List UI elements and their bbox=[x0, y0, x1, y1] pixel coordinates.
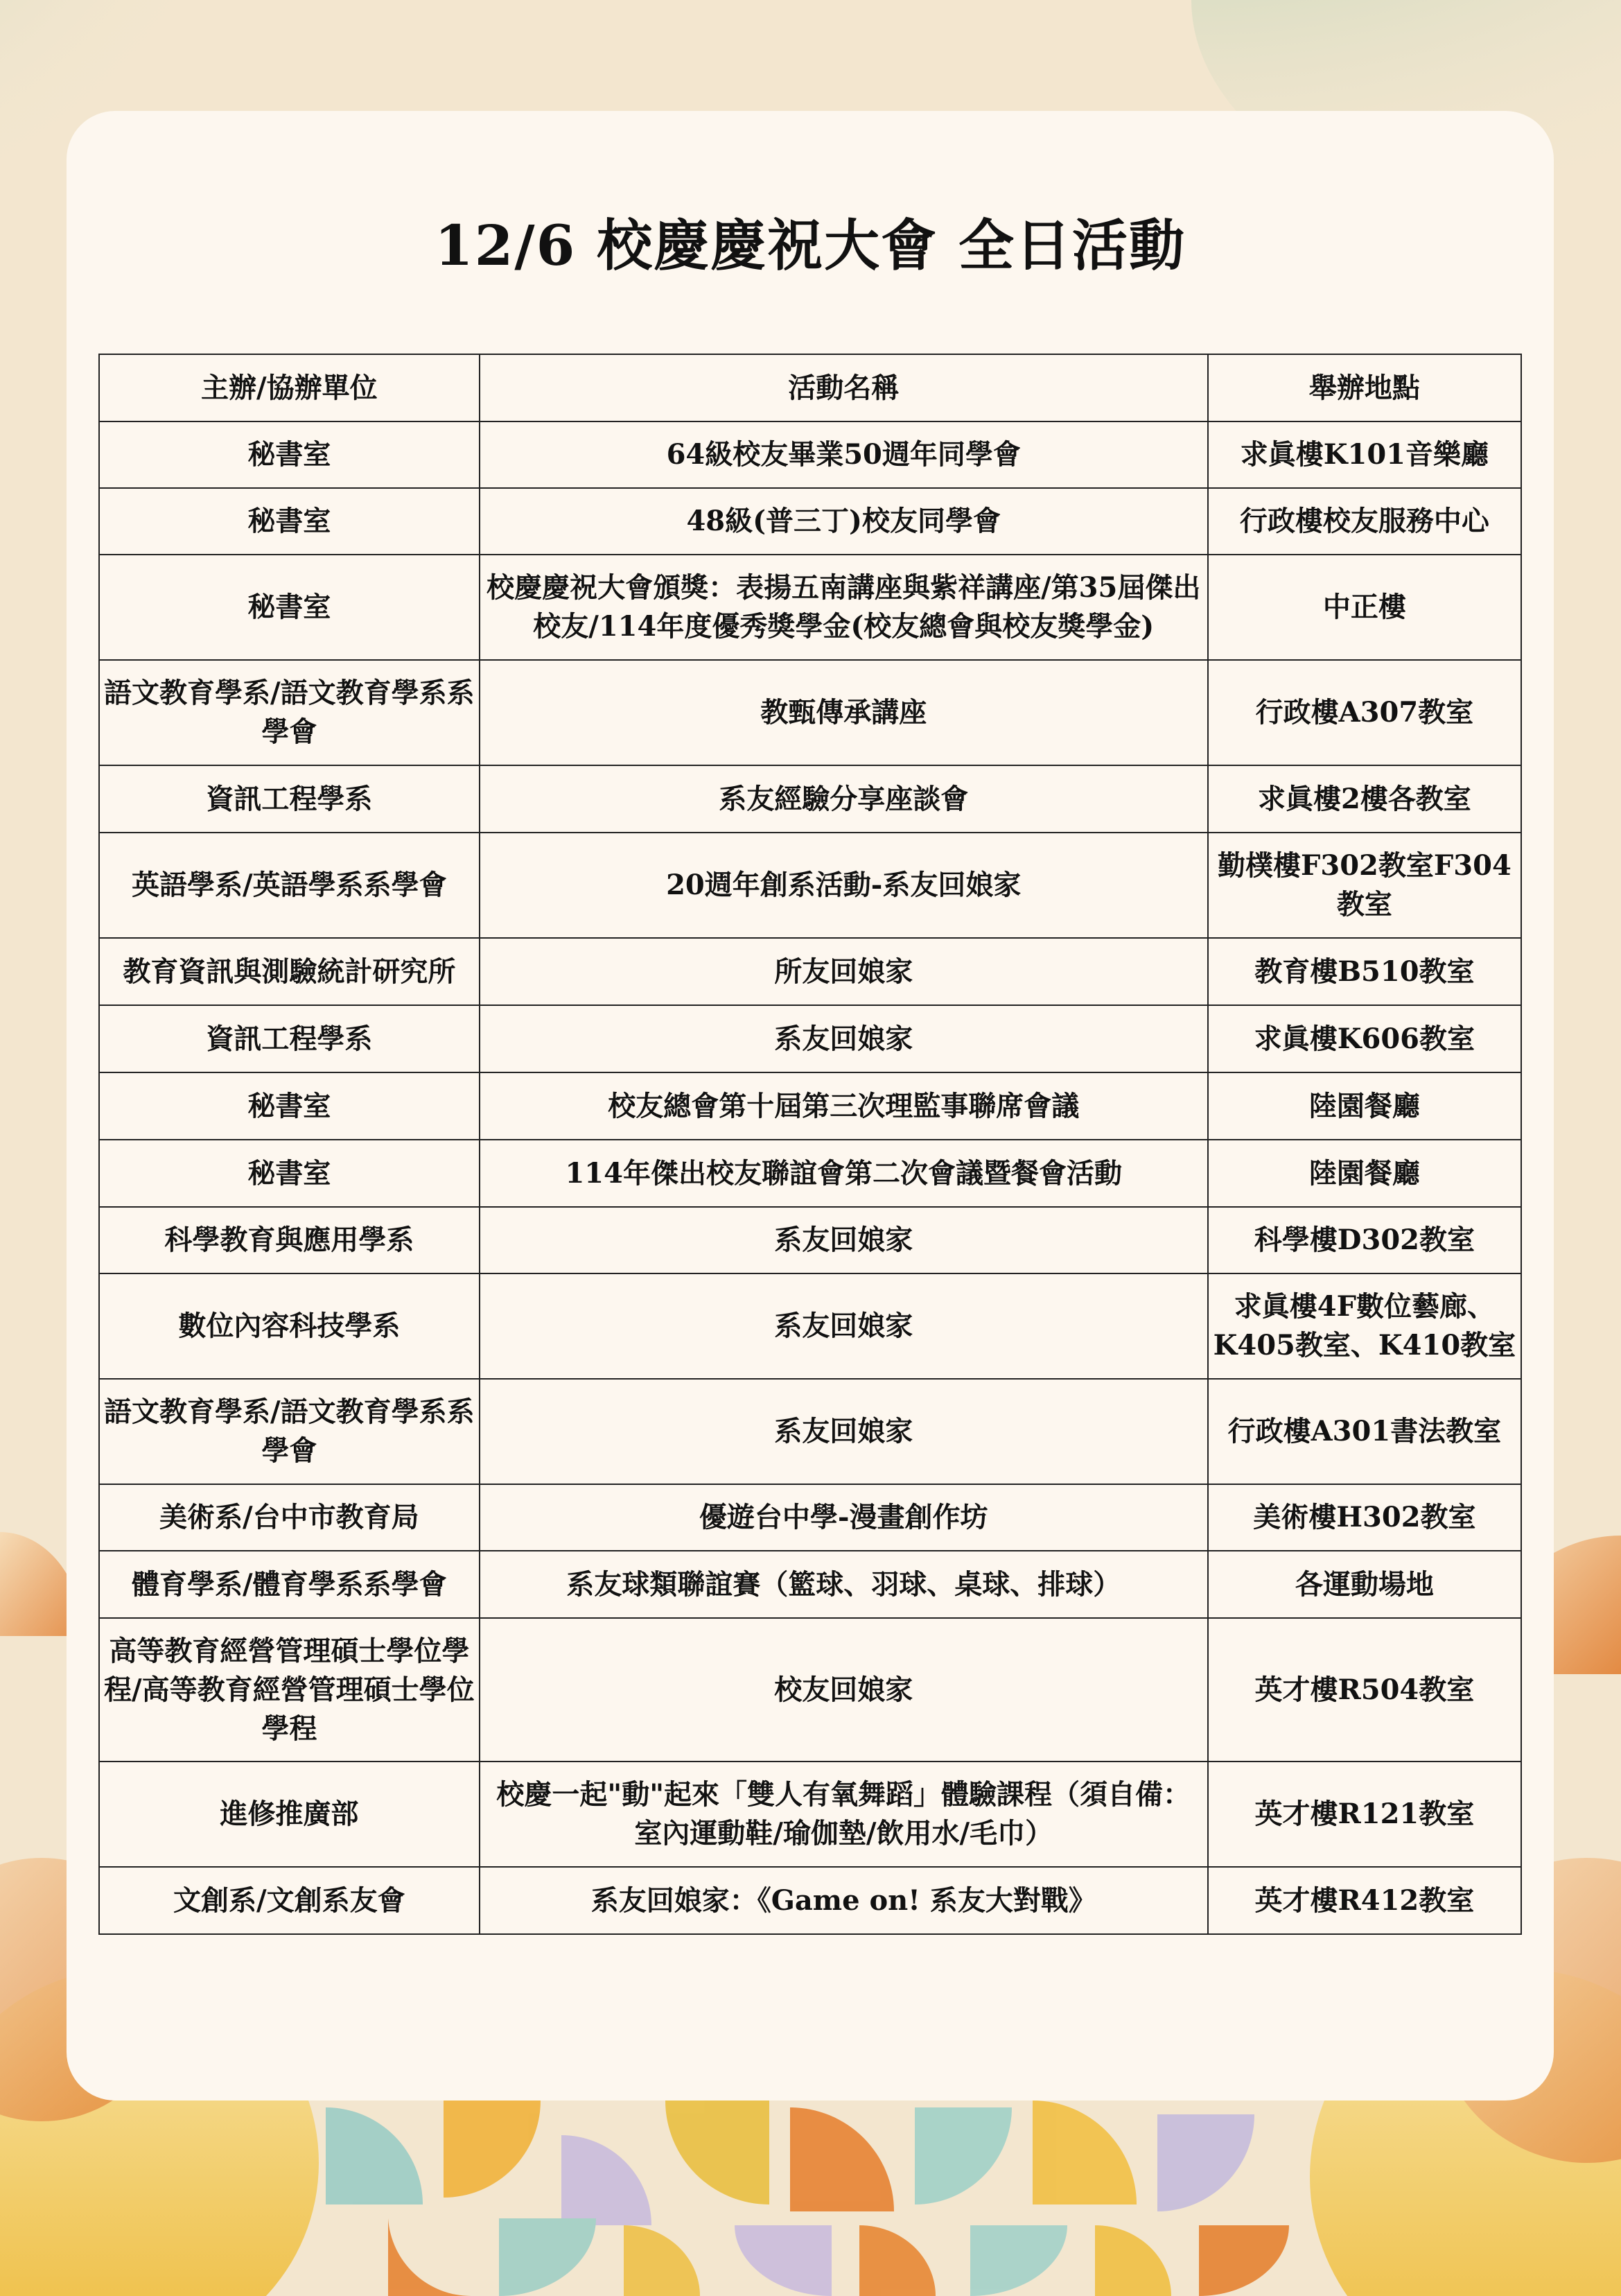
activity-cell: 教甄傳承講座 bbox=[480, 660, 1208, 765]
activity-cell: 校友總會第十屆第三次理監事聯席會議 bbox=[480, 1072, 1208, 1140]
table-row bbox=[99, 1140, 1521, 1207]
column-header-location: 舉辦地點 bbox=[1208, 354, 1521, 421]
table-row bbox=[99, 1867, 1521, 1934]
activity-cell: 系友回娘家 bbox=[480, 1379, 1208, 1484]
table-row bbox=[99, 1273, 1521, 1379]
activity-cell: 優遊台中學-漫畫創作坊 bbox=[480, 1484, 1208, 1551]
unit-cell: 英語學系/英語學系系學會 bbox=[99, 833, 480, 938]
column-header-unit: 主辦/協辦單位 bbox=[99, 354, 480, 421]
table-row bbox=[99, 1379, 1521, 1484]
location-cell: 科學樓D302教室 bbox=[1208, 1207, 1521, 1273]
unit-cell: 文創系/文創系友會 bbox=[99, 1867, 480, 1934]
table-row bbox=[99, 1762, 1521, 1867]
activity-cell: 系友回娘家 bbox=[480, 1005, 1208, 1072]
column-header-activity: 活動名稱 bbox=[480, 354, 1208, 421]
unit-cell: 體育學系/體育學系系學會 bbox=[99, 1551, 480, 1618]
table-row bbox=[99, 1207, 1521, 1273]
activity-cell: 系友回娘家 bbox=[480, 1207, 1208, 1273]
table-row bbox=[99, 1005, 1521, 1072]
location-cell: 行政樓校友服務中心 bbox=[1208, 488, 1521, 555]
location-cell: 中正樓 bbox=[1208, 555, 1521, 660]
activity-cell: 系友回娘家 bbox=[480, 1273, 1208, 1379]
unit-cell: 秘書室 bbox=[99, 488, 480, 555]
unit-cell: 資訊工程學系 bbox=[99, 1005, 480, 1072]
location-cell: 陸園餐廳 bbox=[1208, 1072, 1521, 1140]
unit-cell: 美術系/台中市教育局 bbox=[99, 1484, 480, 1551]
location-cell: 陸園餐廳 bbox=[1208, 1140, 1521, 1207]
activity-cell: 校友回娘家 bbox=[480, 1618, 1208, 1762]
unit-cell: 教育資訊與測驗統計研究所 bbox=[99, 938, 480, 1005]
unit-cell: 語文教育學系/語文教育學系系學會 bbox=[99, 660, 480, 765]
unit-cell: 數位內容科技學系 bbox=[99, 1273, 480, 1379]
location-cell: 勤樸樓F302教室F304教室 bbox=[1208, 833, 1521, 938]
unit-cell: 秘書室 bbox=[99, 1140, 480, 1207]
activity-cell: 64級校友畢業50週年同學會 bbox=[480, 421, 1208, 488]
unit-cell: 科學教育與應用學系 bbox=[99, 1207, 480, 1273]
activity-cell: 系友經驗分享座談會 bbox=[480, 765, 1208, 833]
activity-cell: 校慶慶祝大會頒獎：表揚五南講座與紫祥講座/第35屆傑出校友/114年度優秀獎學金(校友總會與校友獎學金) bbox=[480, 555, 1208, 660]
unit-cell: 高等教育經營管理碩士學位學程/高等教育經營管理碩士學位學程 bbox=[99, 1618, 480, 1762]
location-cell: 英才樓R412教室 bbox=[1208, 1867, 1521, 1934]
location-cell: 求眞樓2樓各教室 bbox=[1208, 765, 1521, 833]
table-row bbox=[99, 555, 1521, 660]
location-cell: 英才樓R121教室 bbox=[1208, 1762, 1521, 1867]
activity-cell: 所友回娘家 bbox=[480, 938, 1208, 1005]
location-cell: 求眞樓K101音樂廳 bbox=[1208, 421, 1521, 488]
location-cell: 求眞樓K606教室 bbox=[1208, 1005, 1521, 1072]
activity-cell: 校慶一起"動"起來「雙人有氧舞蹈」體驗課程（須自備：室內運動鞋/瑜伽墊/飲用水/毛巾） bbox=[480, 1762, 1208, 1867]
table-header-row bbox=[99, 354, 1521, 421]
location-cell: 求眞樓4F數位藝廊、K405教室、K410教室 bbox=[1208, 1273, 1521, 1379]
table-row bbox=[99, 765, 1521, 833]
table-row bbox=[99, 421, 1521, 488]
table-row bbox=[99, 1484, 1521, 1551]
activity-cell: 20週年創系活動-系友回娘家 bbox=[480, 833, 1208, 938]
unit-cell: 資訊工程學系 bbox=[99, 765, 480, 833]
location-cell: 行政樓A307教室 bbox=[1208, 660, 1521, 765]
activity-cell: 114年傑出校友聯誼會第二次會議暨餐會活動 bbox=[480, 1140, 1208, 1207]
table-row bbox=[99, 1072, 1521, 1140]
unit-cell: 秘書室 bbox=[99, 1072, 480, 1140]
unit-cell: 語文教育學系/語文教育學系系學會 bbox=[99, 1379, 480, 1484]
location-cell: 教育樓B510教室 bbox=[1208, 938, 1521, 1005]
table-row bbox=[99, 1551, 1521, 1618]
table-row bbox=[99, 833, 1521, 938]
unit-cell: 秘書室 bbox=[99, 555, 480, 660]
schedule-table bbox=[98, 354, 1522, 1935]
location-cell: 美術樓H302教室 bbox=[1208, 1484, 1521, 1551]
location-cell: 行政樓A301書法教室 bbox=[1208, 1379, 1521, 1484]
unit-cell: 秘書室 bbox=[99, 421, 480, 488]
page-title: 12/6 校慶慶祝大會 全日活動 bbox=[435, 213, 1186, 278]
activity-cell: 系友球類聯誼賽（籃球、羽球、桌球、排球） bbox=[480, 1551, 1208, 1618]
location-cell: 各運動場地 bbox=[1208, 1551, 1521, 1618]
table-row bbox=[99, 1618, 1521, 1762]
unit-cell: 進修推廣部 bbox=[99, 1762, 480, 1867]
activity-cell: 48級(普三丁)校友同學會 bbox=[480, 488, 1208, 555]
table-row bbox=[99, 488, 1521, 555]
table-row bbox=[99, 660, 1521, 765]
activity-cell: 系友回娘家：《Game on! 系友大對戰》 bbox=[480, 1867, 1208, 1934]
location-cell: 英才樓R504教室 bbox=[1208, 1618, 1521, 1762]
table-row bbox=[99, 938, 1521, 1005]
